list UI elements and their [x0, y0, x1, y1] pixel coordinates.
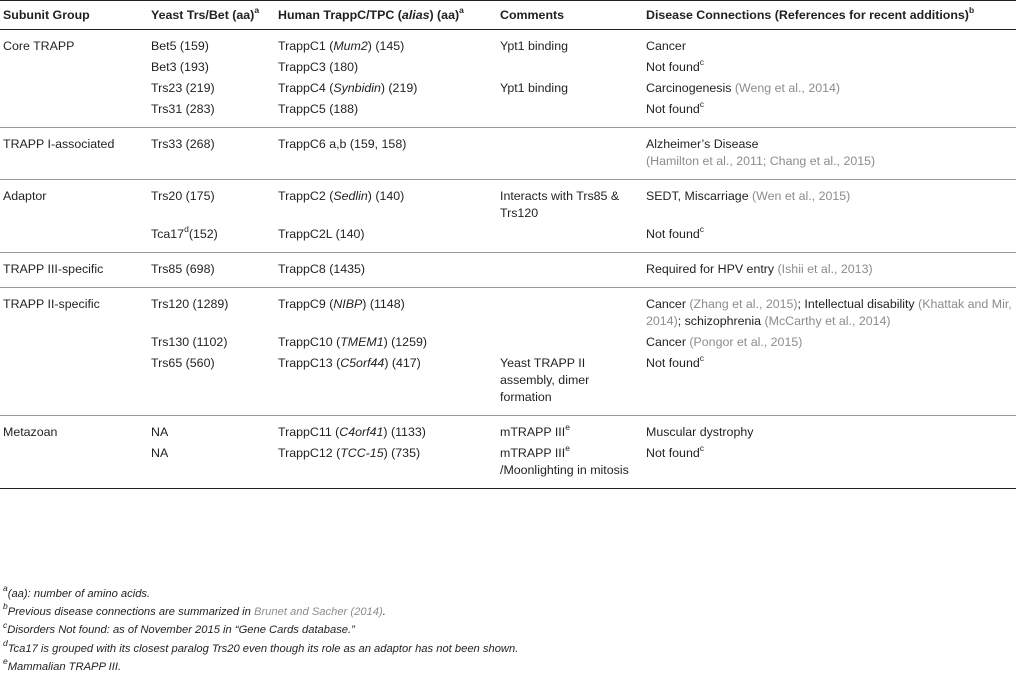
- cell-subunit-group: [0, 443, 148, 489]
- header-human: [275, 1, 497, 30]
- cell-subunit-group: [0, 224, 148, 253]
- disease-text: Required for HPV entry: [646, 262, 778, 276]
- footnote-d: [0, 637, 1016, 658]
- disease-text: Cancer: [646, 335, 690, 349]
- cell-disease: [643, 253, 1016, 288]
- table-row: [0, 180, 1016, 225]
- cell-disease: [643, 332, 1016, 353]
- cell-subunit-group: [0, 332, 148, 353]
- cell-comment: Yeast TRAPP II assembly, dimer formation: [497, 353, 643, 416]
- cell-disease: [643, 180, 1016, 225]
- human-alias: Mum2: [333, 39, 368, 53]
- cell-disease: [643, 443, 1016, 489]
- cell-human: [275, 416, 497, 444]
- footnote-text: Tca17 is grouped with its closest paralog Trs20 even though its role as an adaptor has not been shown.: [7, 642, 519, 655]
- cell-human: [275, 353, 497, 416]
- footnote-mark-d: d: [184, 223, 189, 234]
- reference-link[interactable]: (Ishii et al., 2013): [777, 262, 873, 276]
- reference-link[interactable]: (Weng et al., 2014): [734, 81, 841, 95]
- reference-link[interactable]: (Zhang et al., 2015): [689, 297, 798, 311]
- cell-yeast: Trs65 (560): [148, 353, 275, 416]
- human-name: TrappC9 (: [278, 297, 334, 311]
- human-name: TrappC13 (: [278, 356, 341, 370]
- footnote-mark: e: [3, 656, 8, 667]
- cell-subunit-group: Adaptor: [3, 189, 47, 203]
- footnote-mark-c: c: [699, 223, 704, 234]
- cell-comment: [497, 443, 643, 489]
- header-alias-text: alias: [401, 8, 430, 22]
- cell-disease: [643, 78, 1016, 99]
- footnote-mark-e: e: [565, 442, 570, 453]
- footnote-text: .: [382, 606, 386, 619]
- table-row: [0, 288, 1016, 333]
- table-footnotes: [0, 585, 1016, 676]
- footnote-mark: d: [3, 637, 8, 648]
- cell-subunit-group: [0, 78, 148, 99]
- human-alias: TCC-15: [340, 446, 384, 460]
- footnote-mark-a: a: [459, 4, 464, 15]
- disease-text: Not found: [646, 227, 700, 241]
- disease-text: Carcinogenesis: [646, 81, 735, 95]
- header-row: [0, 1, 1016, 30]
- table-row: [0, 78, 1016, 99]
- cell-subunit-group: [0, 99, 148, 128]
- footnote-mark-c: c: [699, 98, 704, 109]
- cell-yeast: Trs120 (1289): [151, 297, 229, 311]
- human-length: ) (1148): [362, 297, 405, 311]
- footnote-c: [0, 621, 1016, 639]
- footnote-mark: c: [3, 619, 8, 630]
- reference-link[interactable]: (McCarthy et al., 2014): [764, 314, 891, 328]
- cell-yeast: Trs33 (268): [148, 128, 275, 180]
- cell-human: TrappC8 (1435): [275, 253, 497, 288]
- disease-text: Not found: [646, 446, 700, 460]
- cell-comment: [497, 416, 643, 444]
- cell-human: [275, 332, 497, 353]
- comment-text: mTRAPP III: [500, 446, 566, 460]
- reference-link[interactable]: (Pongor et al., 2015): [689, 335, 803, 349]
- cell-disease: [643, 57, 1016, 78]
- cell-comment: [497, 128, 643, 180]
- human-length: ) (1133): [383, 425, 426, 439]
- cell-comment: [497, 332, 643, 353]
- disease-text: ; Intellectual disability: [797, 297, 919, 311]
- cell-human: [275, 78, 497, 99]
- disease-text: ; schizophrenia: [677, 314, 765, 328]
- cell-human: [275, 443, 497, 489]
- table-row: [0, 416, 1016, 444]
- human-alias: Synbidin: [333, 81, 381, 95]
- footnote-mark-b: b: [968, 4, 975, 15]
- reference-link[interactable]: (Hamilton et al., 2011; Chang et al., 2015): [646, 154, 876, 168]
- footnote-text: Mammalian TRAPP III.: [7, 660, 122, 673]
- header-comments: [497, 1, 643, 30]
- yeast-length: (152): [188, 227, 218, 241]
- table-row: [0, 353, 1016, 416]
- human-name: TrappC1 (: [278, 39, 334, 53]
- cell-comment: [497, 288, 643, 333]
- cell-comment: [497, 224, 643, 253]
- footnote-e: [0, 658, 1016, 676]
- footnote-text: Previous disease connections are summarized in: [7, 606, 254, 619]
- reference-link[interactable]: (Wen et al., 2015): [752, 189, 851, 203]
- table-row: [0, 253, 1016, 288]
- cell-yeast: Bet3 (193): [151, 60, 209, 74]
- cell-subunit-group: Metazoan: [3, 425, 58, 439]
- cell-subunit-group: TRAPP I-associated: [0, 128, 148, 180]
- cell-yeast: NA: [151, 425, 169, 439]
- cell-human: TrappC5 (188): [275, 99, 497, 128]
- disease-text: Alzheimer’s Disease: [646, 137, 759, 151]
- cell-human: TrappC2L (140): [275, 224, 497, 253]
- cell-yeast: [148, 224, 275, 253]
- header-disease: [643, 1, 1016, 30]
- reference-link[interactable]: (Khattak and Mir, 2014): [646, 297, 1012, 328]
- header-human-rest: ) (aa): [429, 8, 460, 22]
- human-name: TrappC11 (: [278, 425, 340, 439]
- human-alias: TMEM1: [340, 335, 384, 349]
- cell-yeast: Trs130 (1102): [151, 335, 228, 349]
- disease-text: Not found: [646, 102, 700, 116]
- human-length: ) (735): [383, 446, 421, 460]
- header-disease-text: Disease Connections (References for recent additions): [646, 8, 969, 22]
- header-yeast-text: Yeast Trs/Bet (aa): [151, 8, 255, 22]
- cell-human: TrappC6 a,b (159, 158): [275, 128, 497, 180]
- cell-comment: Ypt1 binding: [500, 39, 568, 53]
- header-yeast: [148, 1, 275, 30]
- table-row: [0, 128, 1016, 180]
- table-row: [0, 30, 1016, 58]
- cell-disease: [643, 224, 1016, 253]
- footnote-text: Disorders Not found: as of November 2015 in “Gene Cards database.”: [7, 624, 355, 637]
- header-comments-text: Comments: [500, 8, 565, 22]
- cell-subunit-group: [0, 57, 148, 78]
- table-row: [0, 443, 1016, 489]
- cell-disease: Muscular dystrophy: [646, 425, 754, 439]
- comment-text: /Moonlighting in mitosis: [500, 463, 629, 477]
- cell-subunit-group: Core TRAPP: [3, 39, 75, 53]
- cell-yeast: Trs31 (283): [148, 99, 275, 128]
- cell-yeast: NA: [148, 443, 275, 489]
- cell-disease: Cancer: [646, 39, 686, 53]
- cell-human: [275, 180, 497, 225]
- cell-human: [275, 288, 497, 333]
- human-alias: C5orf44: [340, 356, 385, 370]
- cell-comment: [497, 57, 643, 78]
- footnote-b: [0, 603, 1016, 621]
- footnote-mark-c: c: [699, 442, 704, 453]
- cell-human: [275, 30, 497, 58]
- header-subunit-group-text: Subunit Group: [3, 8, 90, 22]
- yeast-name: Tca17: [151, 227, 185, 241]
- cell-yeast: Trs23 (219): [151, 81, 215, 95]
- cell-yeast: Trs20 (175): [151, 189, 215, 203]
- human-name: TrappC2 (: [278, 189, 334, 203]
- cell-subunit-group: [0, 353, 148, 416]
- footnote-text: (aa): number of amino acids.: [7, 588, 151, 600]
- human-alias: NIBP: [333, 297, 363, 311]
- cell-comment: [497, 99, 643, 128]
- human-name: TrappC10 (: [278, 335, 341, 349]
- reference-link[interactable]: Brunet and Sacher (2014): [253, 606, 383, 619]
- footnote-mark: b: [3, 601, 8, 612]
- cell-yeast: Trs85 (698): [148, 253, 275, 288]
- cell-disease: [643, 353, 1016, 416]
- footnote-a: [0, 585, 1016, 603]
- table-body: [0, 30, 1016, 489]
- disease-text: Not found: [646, 60, 700, 74]
- cell-disease: [643, 288, 1016, 333]
- human-length: ) (145): [367, 39, 405, 53]
- table-row: [0, 332, 1016, 353]
- human-length: ) (1259): [383, 335, 427, 349]
- cell-comment: Interacts with Trs85 & Trs120: [500, 189, 620, 220]
- footnote-mark-e: e: [565, 421, 570, 432]
- footnote-mark-a: a: [254, 4, 260, 15]
- disease-text: Not found: [646, 356, 700, 370]
- human-name: TrappC4 (: [278, 81, 334, 95]
- human-length: ) (417): [384, 356, 421, 370]
- cell-disease: [643, 128, 1016, 180]
- footnote-mark-c: c: [699, 56, 704, 67]
- header-human-text: Human TrappC/TPC (: [278, 8, 402, 22]
- cell-comment: Ypt1 binding: [500, 81, 568, 95]
- header-subunit-group: [0, 1, 148, 30]
- table-row: [0, 99, 1016, 128]
- footnote-mark-c: c: [699, 352, 704, 363]
- comment-text: mTRAPP III: [500, 425, 566, 439]
- human-alias: Sedlin: [333, 189, 368, 203]
- disease-text: Cancer: [646, 297, 690, 311]
- cell-yeast: Bet5 (159): [151, 39, 209, 53]
- cell-comment: [497, 253, 643, 288]
- human-length: ) (140): [367, 189, 405, 203]
- human-name: TrappC12 (: [278, 446, 341, 460]
- cell-human: TrappC3 (180): [278, 60, 359, 74]
- table-row: [0, 57, 1016, 78]
- human-length: ) (219): [380, 81, 418, 95]
- footnote-mark: a: [3, 583, 8, 594]
- human-alias: C4orf41: [339, 425, 384, 439]
- disease-text: SEDT, Miscarriage: [646, 189, 753, 203]
- cell-subunit-group: TRAPP III-specific: [0, 253, 148, 288]
- table-row: [0, 224, 1016, 253]
- table-header: [0, 1, 1016, 30]
- cell-disease: [643, 99, 1016, 128]
- cell-subunit-group: TRAPP II-specific: [3, 297, 100, 311]
